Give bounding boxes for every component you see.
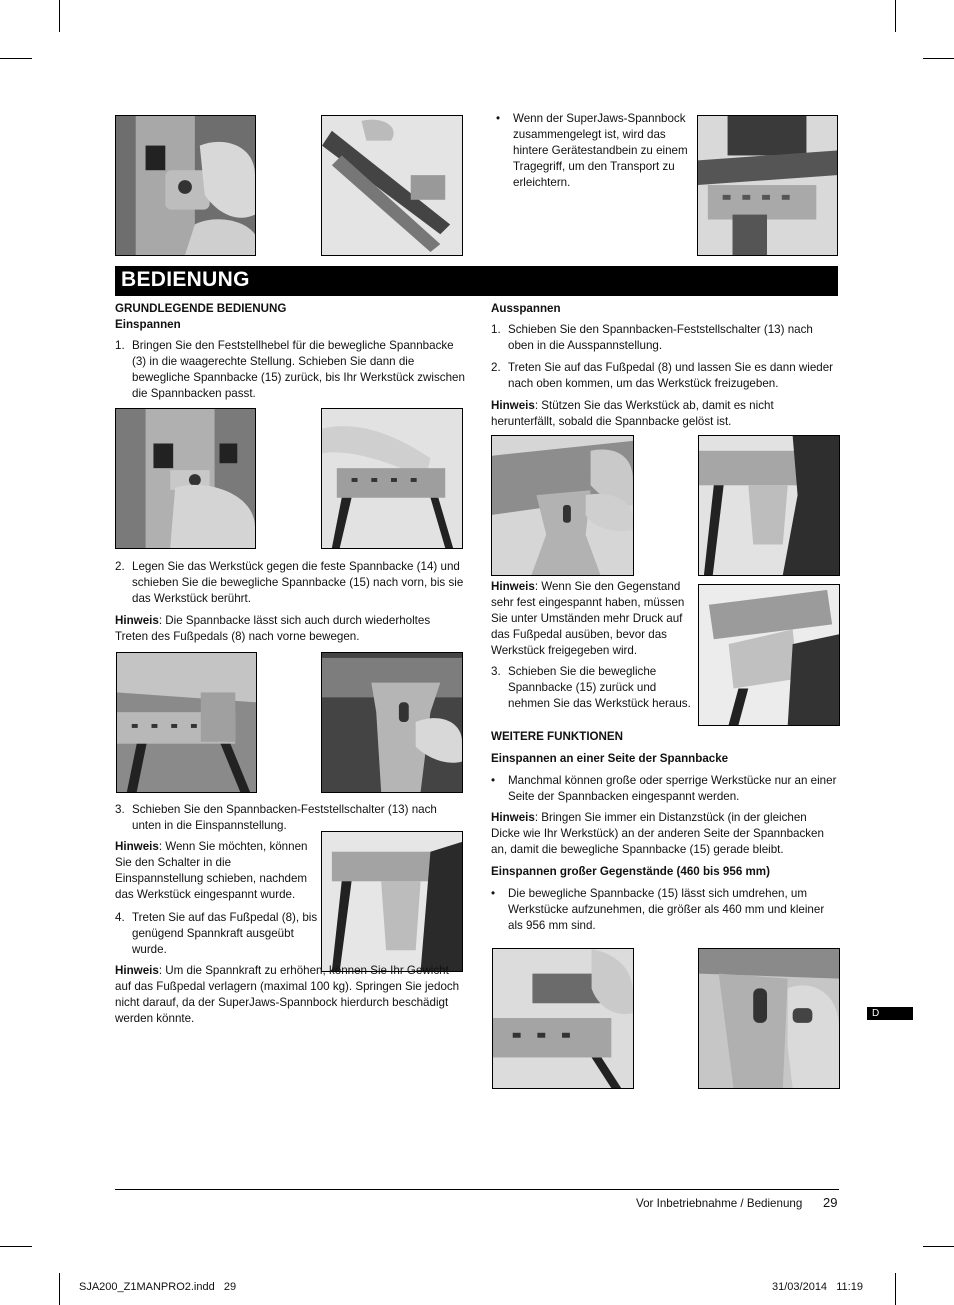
section-banner	[115, 266, 838, 296]
note-paragraph	[491, 398, 836, 430]
photo-jaw-reversed	[492, 948, 634, 1089]
note-text: : Die Spannbacke lässt sich auch durch wiederholtes Treten des Fußpedals (8) nach vorne bewegen.	[115, 614, 431, 643]
section-title: BEDIENUNG	[121, 268, 250, 291]
note-label: Hinweis	[115, 964, 159, 977]
note-text: : Um die Spannkraft zu erhöhen, können Sie Ihr Gewicht auf das Fußpedal verlagern (maximal 100 kg). Springen Sie jedoch nicht darauf, da der SuperJaws-Spannbock hierdurch beschädigt werden könnte.	[115, 964, 460, 1025]
heading-grundlegende-bedienung: GRUNDLEGENDE BEDIENUNG	[115, 302, 287, 315]
step-item	[115, 559, 465, 607]
page-number: 29	[823, 1195, 838, 1210]
bullet-item	[491, 773, 841, 805]
photo-workpiece-placement	[116, 652, 257, 793]
step-item	[115, 910, 320, 958]
note-label: Hinweis	[115, 614, 159, 627]
bullet-mark: •	[491, 887, 496, 900]
crop-mark	[0, 58, 32, 59]
note-label: Hinweis	[491, 580, 535, 593]
heading-einspannen-seite: Einspannen an einer Seite der Spannbacke	[491, 752, 729, 765]
language-tab-label: D	[872, 1008, 880, 1019]
heading-weitere-funktionen: WEITERE FUNKTIONEN	[491, 730, 624, 743]
photo-jaw-slot-closeup	[698, 948, 840, 1089]
photo-jaw-touching-workpiece	[321, 652, 463, 793]
photo-locking-lever-horizontal	[115, 408, 256, 549]
photo-support-workpiece	[491, 435, 634, 576]
bullet-text: Die bewegliche Spannbacke (15) lässt sich umdrehen, um Werkstücke aufzunehmen, die größer als 460 mm und kleiner als 956 mm sind.	[508, 887, 825, 932]
note-paragraph	[115, 613, 460, 645]
crop-mark	[59, 0, 60, 32]
step-item	[115, 802, 465, 834]
note-paragraph	[115, 839, 315, 903]
note-text: : Bringen Sie immer ein Distanzstück (in der gleichen Dicke wie Ihr Werkstück) an der anderen Seite der Spannbacken an, damit die bewegliche Spannbacke (15) gerade bleibt.	[491, 811, 824, 856]
heading-einspannen: Einspannen	[115, 318, 181, 331]
crop-mark	[923, 1246, 954, 1247]
step-number: 1.	[115, 339, 125, 352]
step-text: Treten Sie auf das Fußpedal (8) und lassen Sie es dann wieder nach oben kommen, um das Werkstück freizugeben.	[508, 361, 834, 390]
bullet-text: Manchmal können große oder sperrige Werkstücke nur an einer Seite der Spannbacken eingespannt werden.	[508, 774, 837, 803]
crop-mark	[0, 1246, 32, 1247]
photo-folding-stand	[321, 115, 463, 256]
crop-mark	[923, 58, 954, 59]
step-item	[491, 360, 841, 392]
step-number: 1.	[491, 323, 501, 336]
print-file-info: SJA200_Z1MANPRO2.indd 29	[79, 1281, 237, 1293]
step-text: Schieben Sie den Spannbacken-Feststellschalter (13) nach oben in die Ausspannstellung.	[508, 323, 813, 352]
step-text: Schieben Sie die bewegliche Spannbacke (15) zurück und nehmen Sie das Werkstück heraus.	[508, 665, 691, 710]
note-label: Hinweis	[491, 811, 535, 824]
step-item	[491, 664, 701, 712]
step-item	[491, 322, 841, 354]
note-label: Hinweis	[491, 399, 535, 412]
step-text: Legen Sie das Werkstück gegen die feste Spannbacke (14) und schieben Sie die bewegliche Spannbacke (15) nach vorn, bis sie das Werkstück berührt.	[132, 560, 464, 605]
photo-locking-lever-closeup	[115, 115, 256, 256]
photo-remove-workpiece	[698, 584, 840, 726]
footer-section: Vor Inbetriebnahme / Bedienung	[636, 1197, 803, 1210]
language-tab	[867, 1007, 913, 1020]
step-item	[115, 338, 465, 402]
note-text: : Stützen Sie das Werkstück ab, damit es nicht herunterfällt, sobald die Spannbacke gelöst ist.	[491, 399, 774, 428]
photo-release-pedal	[698, 435, 840, 576]
bullet-mark: •	[491, 774, 496, 787]
step-text: Schieben Sie den Spannbacken-Feststellschalter (13) nach unten in die Einspannstellung.	[132, 803, 437, 832]
step-text: Treten Sie auf das Fußpedal (8), bis genügend Spannkraft ausgeübt wurde.	[132, 911, 318, 956]
note-label: Hinweis	[115, 840, 159, 853]
step-number: 2.	[491, 361, 501, 374]
crop-mark	[59, 1273, 60, 1305]
crop-mark	[895, 1273, 896, 1305]
note-text: : Wenn Sie den Gegenstand sehr fest eingespannt haben, müssen Sie unter Umständen mehr Druck auf das Fußpedal ausüben, bevor das Werkstück freigegeben wird.	[491, 580, 685, 657]
bullet-item	[491, 886, 841, 934]
bullet-text: Wenn der SuperJaws-Spannbock zusammengelegt ist, wird das hintere Gerätestandbein zu einem Tragegriff, um den Transport zu erleichtern.	[513, 112, 688, 189]
heading-ausspannen: Ausspannen	[491, 302, 561, 315]
note-paragraph	[491, 579, 691, 659]
step-number: 3.	[115, 803, 125, 816]
photo-foot-pedal	[321, 831, 463, 972]
note-paragraph-body	[115, 963, 463, 1027]
step-number: 2.	[115, 560, 125, 573]
photo-slide-jaw-back	[321, 408, 463, 549]
heading-grosse-gegenstaende: Einspannen großer Gegenstände (460 bis 956 mm)	[491, 865, 770, 878]
photo-carrying-handle	[697, 115, 838, 256]
crop-mark	[895, 0, 896, 32]
note-text: : Wenn Sie möchten, können Sie den Schalter in die Einspannstellung schieben, nachdem das Werkstück eingespannt wurde.	[115, 840, 308, 901]
print-date-info: 31/03/2014 11:19	[772, 1281, 863, 1293]
footer-divider	[115, 1189, 839, 1190]
step-text: Bringen Sie den Feststellhebel für die bewegliche Spannbacke (3) in die waagerechte Stellung. Schieben Sie dann die bewegliche Spannbacke (15) zurück, bis Ihr Werkstück zwischen die Spannbacken passt.	[132, 339, 465, 400]
bullet-mark: •	[496, 112, 501, 125]
step-number: 4.	[115, 911, 125, 924]
step-number: 3.	[491, 665, 501, 678]
note-paragraph	[491, 810, 836, 858]
